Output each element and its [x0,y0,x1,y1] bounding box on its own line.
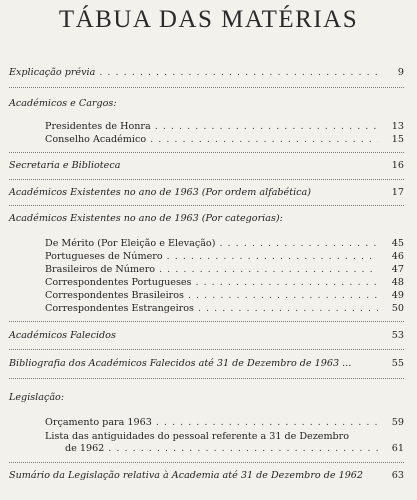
section-divider [9,462,404,463]
toc-page-number: 13 [391,121,404,132]
section-divider [9,378,404,379]
toc-entry-presidentes [45,121,404,133]
toc-entry-label: Bibliografia dos Académicos Falecidos até 31 de Dezembro de 1963 ... [9,358,352,369]
section-heading-existentes-categorias: Académicos Existentes no ano de 1963 (Por categorias): [9,213,283,224]
toc-entry-explicacao [9,67,404,79]
toc-entry-label: De Mérito (Por Eleição e Elevação) [45,238,216,249]
toc-page-number: 47 [391,264,404,275]
toc-entry-secretaria [9,160,404,172]
toc-page-number: 55 [391,358,404,369]
toc-entry-label: Presidentes de Honra [45,121,151,132]
toc-page-number: 59 [391,417,404,428]
leader-dots [159,264,378,276]
toc-entry-label: Correspondentes Portugueses [45,277,192,288]
section-heading-academicos-cargos: Académicos e Cargos: [9,98,117,109]
section-divider [9,152,404,153]
toc-entry-existentes-alfabetica [9,187,404,199]
section-divider [9,87,404,88]
toc-entry-label: Académicos Existentes no ano de 1963 (Por ordem alfabética) [9,187,311,198]
section-divider [9,205,404,206]
toc-entry-label: Conselho Académico [45,134,147,145]
toc-page-number: 53 [391,330,404,341]
toc-entry-lista-antiguidades [45,431,404,455]
leader-dots [167,251,378,263]
toc-entry-label: Brasileiros de Número [45,264,156,275]
toc-entry-orcamento [45,417,404,429]
toc-entry-label: Correspondentes Brasileiros [45,290,184,301]
toc-entry-label: Correspondentes Estrangeiros [45,303,194,314]
toc-entry-bibliografia [9,358,404,370]
toc-entry-corr-brasileiros [45,290,404,302]
toc-entry-label: Orçamento para 1963 [45,417,152,428]
leader-dots [195,277,378,289]
leader-dots [108,443,378,455]
toc-page-number: 16 [391,160,404,171]
toc-page-number: 17 [391,187,404,198]
toc-page-number: 9 [397,67,404,78]
toc-page-number: 63 [391,470,404,481]
toc-page-number: 61 [391,443,404,454]
toc-entry-corr-estrangeiros [45,303,404,315]
toc-entry-continuation [45,443,404,455]
leader-dots [150,134,378,146]
leader-dots [198,303,378,315]
toc-page-number: 46 [391,251,404,262]
leader-dots [188,290,378,302]
toc-entry-corr-portugueses [45,277,404,289]
toc-entry-label-continued: de 1962 [65,443,105,454]
toc-entry-sumario [9,470,404,482]
leader-dots [219,238,378,250]
section-divider [9,321,404,322]
toc-entry-label: Portugueses de Número [45,251,163,262]
leader-dots [99,67,378,79]
toc-entry-conselho [45,134,404,146]
section-divider [9,179,404,180]
leader-dots [155,121,378,133]
toc-entry-portugueses [45,251,404,263]
toc-page-number: 49 [391,290,404,301]
section-divider [9,349,404,350]
toc-entry-falecidos [9,330,404,342]
leader-dots [156,417,378,429]
toc-entry-label: Lista das antiguidades do pessoal referente a 31 de Dezembro [45,431,350,442]
section-heading-legislacao: Legislação: [9,392,65,403]
page-title: TÁBUA DAS MATÉRIAS [58,6,359,33]
toc-page-number: 45 [391,238,404,249]
toc-entry-label: Académicos Falecidos [9,330,116,341]
toc-entry-label: Explicação prévia [9,67,96,78]
toc-page-number: 48 [391,277,404,288]
toc-entry-brasileiros [45,264,404,276]
toc-entry-merito [45,238,404,250]
toc-entry-label: Sumário da Legislação relativa à Academia até 31 de Dezembro de 1962 [9,470,364,481]
toc-page-number: 15 [391,134,404,145]
toc-entry-label: Secretaria e Biblioteca [9,160,121,171]
toc-page-number: 50 [391,303,404,314]
